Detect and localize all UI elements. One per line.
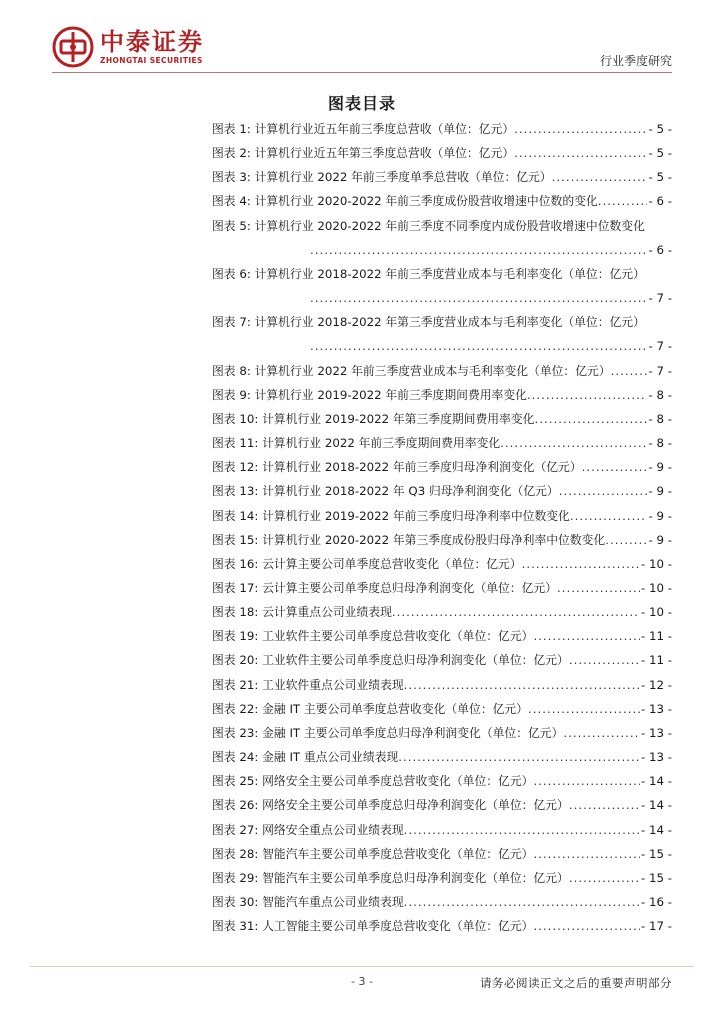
toc-entry[interactable] <box>212 624 672 648</box>
toc-entry-label: 图表 2: <box>212 146 251 161</box>
toc-entry-title: 网络安全重点公司业绩表现 <box>262 822 404 837</box>
toc-entry-label: 图表 15: <box>212 532 259 547</box>
toc-leader-dots <box>605 528 647 552</box>
toc-entry[interactable] <box>212 431 672 455</box>
toc-entry-text <box>212 673 404 697</box>
toc-entry-title: 网络安全主要公司单季度总营收变化（单位：亿元） <box>262 774 534 789</box>
toc-entry[interactable] <box>212 141 672 165</box>
toc-entry-text <box>212 914 533 938</box>
toc-leader-dots <box>611 359 648 383</box>
toc-leader-dots <box>310 286 647 310</box>
toc-entry[interactable] <box>212 721 672 745</box>
toc-leader-dots <box>557 576 640 600</box>
toc-leader-dots <box>569 866 640 890</box>
toc-entry-label: 图表 4: <box>212 194 251 209</box>
toc-entry-label: 图表 29: <box>212 870 259 885</box>
toc-entry[interactable] <box>212 479 672 503</box>
toc-title: 图表目录 <box>327 94 396 113</box>
toc-entry-page: - 6 - <box>647 189 672 213</box>
toc-entry-title: 计算机行业 2020-2022 年前三季度不同季度内成份股营收增速中位数变化 <box>254 218 645 233</box>
toc-entry-text <box>212 479 559 503</box>
toc-entry-label: 图表 17: <box>212 580 259 595</box>
toc-entry-text <box>212 455 582 479</box>
logo-chinese-name: 中泰证券 <box>100 28 204 56</box>
header-divider <box>52 72 672 73</box>
toc-entry[interactable] <box>212 310 672 334</box>
toc-entry-title: 云计算重点公司业绩表现 <box>262 605 392 620</box>
toc-entry-title: 计算机行业 2022 年前三季度营业成本与毛利率变化（单位：亿元） <box>254 363 611 378</box>
toc-entry-title: 智能汽车重点公司业绩表现 <box>262 895 404 909</box>
toc-entry[interactable] <box>212 214 672 238</box>
toc-entry-page: - 13 - <box>640 745 672 769</box>
toc-entry-title: 计算机行业 2020-2022 年第三季度成份股归母净利率中位数变化 <box>262 532 606 547</box>
toc-entry-continuation[interactable] <box>212 334 672 358</box>
toc-entry-page: - 5 - <box>647 165 672 189</box>
toc-leader-dots <box>533 624 640 648</box>
toc-entry[interactable] <box>212 552 672 576</box>
toc-leader-dots <box>563 721 640 745</box>
toc-entry-title: 计算机行业 2020-2022 年前三季度成份股营收增速中位数的变化 <box>254 194 598 209</box>
toc-entry-text <box>212 359 611 383</box>
toc-leader-dots <box>533 914 640 938</box>
toc-entry-text <box>212 890 404 914</box>
toc-entry-text <box>212 818 404 842</box>
toc-entry-label: 图表 28: <box>212 846 259 861</box>
toc-entry-label: 图表 30: <box>212 895 259 909</box>
toc-entry-label: 图表 8: <box>212 363 251 378</box>
toc-leader-dots <box>404 673 640 697</box>
toc-entry-label: 图表 27: <box>212 822 259 837</box>
toc-entry-page: - 10 - <box>640 576 672 600</box>
toc-entry-title: 计算机行业 2019-2022 年第三季度期间费用率变化 <box>262 411 535 426</box>
toc-entry[interactable] <box>212 818 672 842</box>
toc-entry-text <box>212 793 569 817</box>
toc-entry-label: 图表 20: <box>212 653 259 668</box>
toc-entry[interactable] <box>212 745 672 769</box>
toc-entry-label: 图表 11: <box>212 436 259 451</box>
toc-leader-dots <box>570 504 648 528</box>
toc-entry-label: 图表 6: <box>212 266 251 281</box>
toc-entry-page: - 17 - <box>640 914 672 938</box>
toc-entry[interactable] <box>212 576 672 600</box>
toc-entry-page: - 7 - <box>647 359 672 383</box>
toc-entry-text <box>212 842 533 866</box>
toc-leader-dots <box>582 455 648 479</box>
toc-entry[interactable] <box>212 383 672 407</box>
toc-entry-page: - 9 - <box>647 528 672 552</box>
toc-entry-page: - 14 - <box>640 769 672 793</box>
toc-entry-title: 网络安全主要公司单季度总归母净利润变化（单位：亿元） <box>262 798 569 813</box>
toc-entry-text <box>212 721 563 745</box>
toc-entry-label: 图表 19: <box>212 629 259 644</box>
toc-entry-label: 图表 14: <box>212 508 259 523</box>
toc-leader-dots <box>310 238 647 262</box>
toc-entry-title: 人工智能主要公司单季度总营收变化（单位：亿元） <box>262 919 534 934</box>
toc-entry-page: - 8 - <box>647 383 672 407</box>
toc-entry-title: 计算机行业 2022 年前三季度单季总营收（单位：亿元） <box>254 170 552 185</box>
toc-entry-text <box>212 866 569 890</box>
toc-entry-page: - 9 - <box>647 479 672 503</box>
toc-leader-dots <box>559 479 648 503</box>
toc-entry[interactable] <box>212 504 672 528</box>
toc-entry-page: - 16 - <box>640 890 672 914</box>
toc-leader-dots <box>398 745 640 769</box>
toc-entry-page: - 14 - <box>640 793 672 817</box>
toc-entry-title: 计算机行业 2018-2022 年前三季度营业成本与毛利率变化（单位：亿元） <box>254 266 645 281</box>
toc-entry-title: 计算机行业 2018-2022 年 Q3 归母净利润变化（亿元） <box>262 484 559 499</box>
toc-entry-title: 计算机行业 2019-2022 年前三季度期间费用率变化 <box>254 387 527 402</box>
toc-entry-page: - 14 - <box>640 818 672 842</box>
toc-entry-page: - 9 - <box>647 504 672 528</box>
toc-entry-label: 图表 3: <box>212 170 251 185</box>
toc-leader-dots <box>522 552 640 576</box>
toc-entry-text <box>212 648 569 672</box>
toc-entry[interactable] <box>212 455 672 479</box>
toc-entry-title: 智能汽车主要公司单季度总营收变化（单位：亿元） <box>262 846 534 861</box>
toc-entry-title: 工业软件重点公司业绩表现 <box>262 677 404 692</box>
toc-entry-label: 图表 31: <box>212 919 259 934</box>
toc-entry[interactable] <box>212 673 672 697</box>
toc-entry-title: 金融 IT 重点公司业绩表现 <box>262 750 399 765</box>
toc-entry-text <box>212 383 527 407</box>
toc-entry-title: 云计算主要公司单季度总营收变化（单位：亿元） <box>262 556 522 571</box>
toc-entry-text <box>212 141 514 165</box>
report-type: 行业季度研究 <box>599 54 672 68</box>
toc-entry-page: - 11 - <box>640 648 672 672</box>
toc-entry-page: - 15 - <box>640 842 672 866</box>
toc-entry[interactable] <box>212 528 672 552</box>
toc-entry-page: - 10 - <box>640 552 672 576</box>
toc-entry-text <box>212 576 557 600</box>
toc-entry-text <box>212 769 533 793</box>
toc-entry-text <box>212 745 398 769</box>
toc-leader-dots <box>514 117 647 141</box>
toc-entry-page: - 10 - <box>640 600 672 624</box>
company-logo <box>52 26 204 68</box>
disclaimer-text: 请务必阅读正文之后的重要声明部分 <box>480 976 672 990</box>
toc-leader-dots <box>533 842 640 866</box>
toc-entry-page: - 13 - <box>640 697 672 721</box>
toc-entry-title: 计算机行业 2018-2022 年前三季度归母净利润变化（亿元） <box>262 460 582 475</box>
toc-entry-label: 图表 5: <box>212 218 251 233</box>
toc-entry-label: 图表 13: <box>212 484 259 499</box>
toc-leader-dots <box>528 697 640 721</box>
toc-leader-dots <box>569 793 640 817</box>
toc-entry[interactable] <box>212 262 672 286</box>
toc-entry-title: 金融 IT 主要公司单季度总营收变化（单位：亿元） <box>262 701 529 716</box>
toc-entry-label: 图表 22: <box>212 701 259 716</box>
toc-entry-text <box>212 431 500 455</box>
toc-entry-title: 计算机行业近五年第三季度总营收（单位：亿元） <box>254 146 515 161</box>
toc-entry[interactable] <box>212 842 672 866</box>
toc-leader-dots <box>552 165 648 189</box>
toc-entry-label: 图表 25: <box>212 774 259 789</box>
logo-english-name: ZHONGTAI SECURITIES <box>100 56 203 65</box>
toc-entry-label: 图表 9: <box>212 387 251 402</box>
figure-toc-list <box>212 117 672 938</box>
toc-leader-dots <box>598 189 648 213</box>
toc-entry[interactable] <box>212 890 672 914</box>
toc-entry[interactable] <box>212 866 672 890</box>
toc-entry[interactable] <box>212 600 672 624</box>
toc-leader-dots <box>514 141 647 165</box>
toc-entry-text <box>212 117 514 141</box>
toc-leader-dots <box>533 769 640 793</box>
toc-entry-title: 云计算主要公司单季度总归母净利润变化（单位：亿元） <box>262 580 558 595</box>
toc-entry-title: 计算机行业 2018-2022 年第三季度营业成本与毛利率变化（单位：亿元） <box>254 315 645 330</box>
toc-entry-title: 工业软件主要公司单季度总营收变化（单位：亿元） <box>262 629 534 644</box>
footer-divider <box>30 966 694 967</box>
toc-entry[interactable] <box>212 648 672 672</box>
toc-entry-text <box>212 697 528 721</box>
toc-entry-title: 计算机行业 2022 年前三季度期间费用率变化 <box>262 436 501 451</box>
toc-leader-dots <box>534 407 647 431</box>
toc-entry-text <box>212 624 533 648</box>
toc-entry-page: - 7 - <box>647 334 672 358</box>
toc-entry-label: 图表 16: <box>212 556 259 571</box>
toc-entry-page: - 8 - <box>647 407 672 431</box>
toc-leader-dots <box>392 600 640 624</box>
toc-entry-title: 工业软件主要公司单季度总归母净利润变化（单位：亿元） <box>262 653 569 668</box>
toc-entry-label: 图表 23: <box>212 725 259 740</box>
toc-entry[interactable] <box>212 697 672 721</box>
toc-entry-title: 金融 IT 主要公司单季度总归母净利润变化（单位：亿元） <box>262 725 564 740</box>
page-number: - 3 - <box>351 975 373 988</box>
toc-leader-dots <box>500 431 647 455</box>
toc-entry-page: - 11 - <box>640 624 672 648</box>
toc-entry-page: - 8 - <box>647 431 672 455</box>
toc-entry-label: 图表 7: <box>212 315 251 330</box>
toc-entry-text <box>212 528 605 552</box>
toc-entry[interactable] <box>212 189 672 213</box>
toc-entry-page: - 13 - <box>640 721 672 745</box>
toc-entry-text <box>212 600 392 624</box>
toc-entry[interactable] <box>212 407 672 431</box>
toc-entry-page: - 6 - <box>647 238 672 262</box>
toc-leader-dots <box>569 648 640 672</box>
zhongtai-logo-icon <box>52 26 94 68</box>
toc-entry-title: 计算机行业近五年前三季度总营收（单位：亿元） <box>254 122 515 136</box>
toc-entry-page: - 7 - <box>647 286 672 310</box>
toc-entry-label: 图表 10: <box>212 411 259 426</box>
toc-entry[interactable] <box>212 793 672 817</box>
toc-entry-title: 智能汽车主要公司单季度总归母净利润变化（单位：亿元） <box>262 870 569 885</box>
toc-entry-label: 图表 1: <box>212 122 251 136</box>
toc-entry[interactable] <box>212 359 672 383</box>
toc-entry[interactable] <box>212 117 672 141</box>
toc-entry-text <box>212 189 598 213</box>
toc-entry[interactable] <box>212 165 672 189</box>
toc-entry-page: - 9 - <box>647 455 672 479</box>
toc-entry-label: 图表 18: <box>212 605 259 620</box>
toc-leader-dots <box>404 818 640 842</box>
toc-entry[interactable] <box>212 769 672 793</box>
toc-entry-label: 图表 26: <box>212 798 259 813</box>
toc-entry-label: 图表 24: <box>212 750 259 765</box>
toc-entry-text <box>212 552 522 576</box>
toc-entry-text <box>212 504 570 528</box>
toc-entry-label: 图表 12: <box>212 460 259 475</box>
toc-entry-continuation[interactable] <box>212 238 672 262</box>
toc-entry-page: - 5 - <box>647 141 672 165</box>
toc-entry-text <box>212 407 534 431</box>
toc-leader-dots <box>310 334 647 358</box>
toc-entry[interactable] <box>212 914 672 938</box>
toc-entry-page: - 12 - <box>640 673 672 697</box>
toc-entry-continuation[interactable] <box>212 286 672 310</box>
toc-leader-dots <box>404 890 640 914</box>
toc-entry-text <box>212 165 552 189</box>
toc-entry-page: - 15 - <box>640 866 672 890</box>
toc-entry-label: 图表 21: <box>212 677 259 692</box>
toc-entry-page: - 5 - <box>647 117 672 141</box>
toc-leader-dots <box>527 383 648 407</box>
toc-entry-title: 计算机行业 2019-2022 年前三季度归母净利率中位数变化 <box>262 508 570 523</box>
